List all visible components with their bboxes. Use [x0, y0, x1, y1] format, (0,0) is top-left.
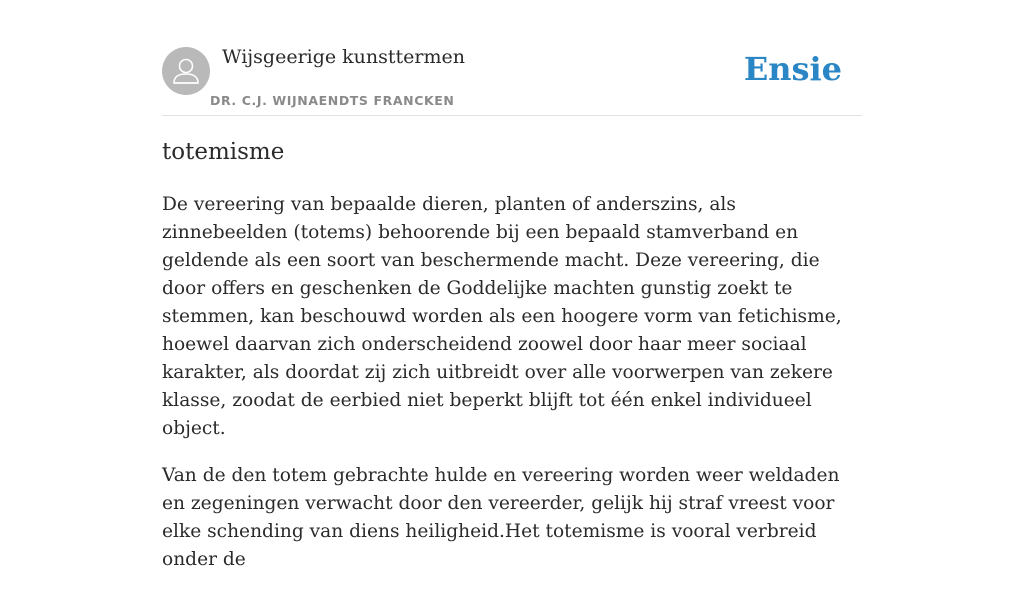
entry-paragraph: De vereering van bepaalde dieren, planten of anderszins, als zinnebeelden (totems) behoorende bij een bepaald stamverband en geldende als een soort van beschermende macht. Deze vereering, die door offers en geschenken de Goddelijke machten gunstig zoekt te stemmen, kan beschouwd worden als een hoogere vorm van fetichisme, hoewel daarvan zich onderscheidend zoowel door haar meer sociaal karakter, als doordat zij zich uitbreidt over alle voorwerpen van zekere klasse, zoodat de eerbied niet beperkt blijft tot één enkel individueel object.	[162, 194, 842, 439]
user-avatar-icon[interactable]	[162, 47, 210, 95]
author-name[interactable]: DR. C.J. WIJNAENDTS FRANCKEN	[210, 93, 455, 108]
entry-title: totemisme	[162, 139, 285, 165]
header	[162, 40, 862, 116]
book-title-link[interactable]: Wijsgeerige kunsttermen	[222, 46, 466, 68]
entry-content	[162, 191, 862, 593]
entry-paragraph: Van de den totem gebrachte hulde en vereering worden weer weldaden en zegeningen verwacht door den vereerder, gelijk hij straf vreest voor elke schending van diens heiligheid.Het totemisme is vooral verbreid onder de	[162, 465, 840, 570]
ensie-logo[interactable]: Ensie	[743, 50, 842, 88]
